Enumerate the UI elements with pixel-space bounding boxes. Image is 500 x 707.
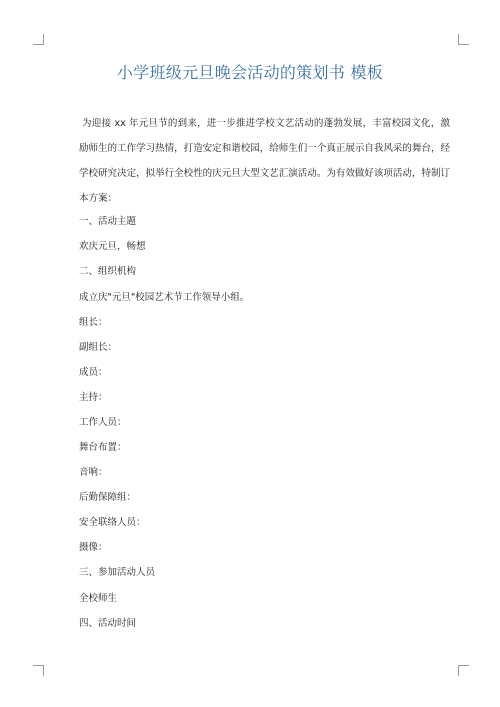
corner-mark-top-right [458, 34, 469, 45]
role-safety-liaison: 安全联络人员： [79, 517, 146, 528]
role-staff: 工作人员： [79, 417, 127, 428]
role-stage-setup: 舞台布置： [79, 442, 127, 453]
intro-paragraph: 为迎接 xx 年元旦节的到来，进一步推进学校文艺活动的蓬勃发展，丰富校园文化，激励师生的工作学习热情，打造安定和谐校园，给师生们一个真正展示自我风采的舞台，经学校研究决定，拟举行全校性的庆元旦大型文艺汇演活动。为有效做好该项活动，特制订本方案： [79, 118, 450, 204]
section-heading-theme: 一、活动主题 [79, 216, 137, 227]
section-heading-participants: 三、参加活动人员 [79, 567, 156, 578]
organization-text: 成立庆"元旦"校园艺术节工作领导小组。 [79, 292, 250, 303]
theme-text: 欢庆元旦，畅想 [79, 241, 146, 252]
role-camera: 摄像： [79, 542, 108, 553]
role-leader: 组长： [79, 317, 108, 328]
participants-text: 全校师生 [79, 593, 118, 604]
section-heading-time: 四、活动时间 [79, 618, 137, 629]
role-members: 成员： [79, 367, 108, 378]
section-heading-organization: 二、组织机构 [79, 266, 137, 277]
role-logistics: 后勤保障组： [79, 492, 137, 503]
corner-mark-bottom-left [33, 665, 44, 676]
corner-mark-top-left [33, 34, 44, 45]
role-deputy-leader: 副组长： [79, 342, 118, 353]
role-sound: 音响： [79, 467, 108, 478]
document-title: 小学班级元旦晚会活动的策划书 模板 [116, 63, 384, 82]
corner-mark-bottom-right [458, 665, 469, 676]
role-host: 主持： [79, 392, 108, 403]
